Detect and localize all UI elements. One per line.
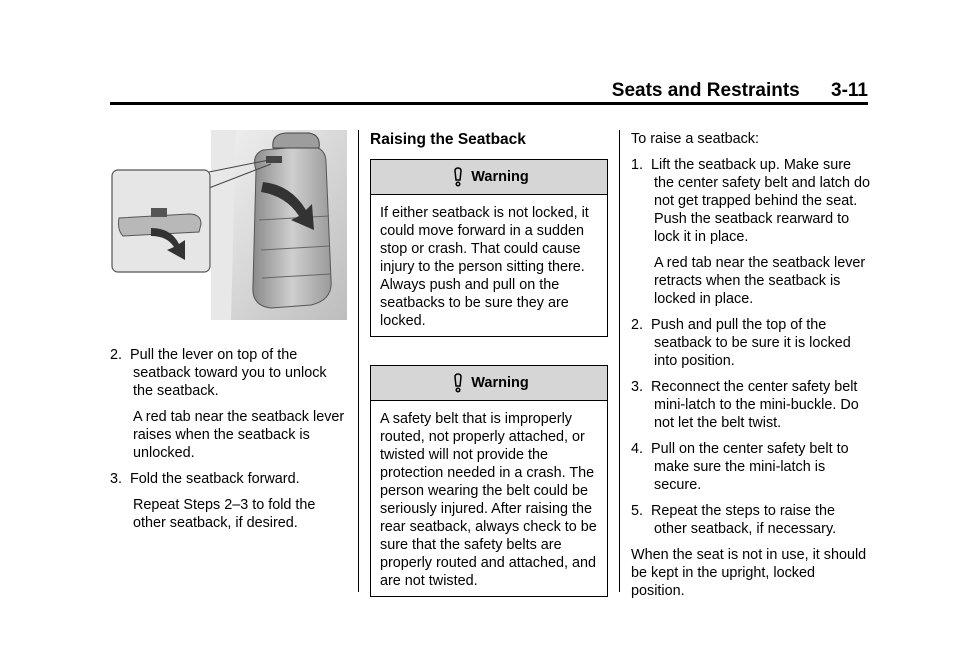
step-text: Repeat the steps to raise the other seatback, if necessary. [651,503,837,537]
warning-header [371,366,607,401]
column-divider-1 [358,130,359,592]
section-heading: Raising the Seatback [370,131,526,148]
step-2 [110,346,346,400]
step-text: Push and pull the top of the seatback to be sure it is locked into position. [651,317,851,369]
page-number: 3-11 [831,80,868,101]
warning-icon [449,373,467,393]
warning-header [371,160,607,195]
right-column [631,130,871,608]
step-text: Reconnect the center safety belt mini-latch to the mini-buckle. Do not let the belt twist. [651,379,859,431]
warning-label: Warning [471,375,529,391]
closing-text: When the seat is not in use, it should be kept in the upright, locked position. [631,547,867,599]
step-4 [631,440,871,494]
middle-column [370,130,608,597]
step-number: 4. [631,441,644,457]
step-text: Fold the seatback forward. [130,471,300,487]
step-note: A red tab near the seatback lever retracts when the seatback is locked in place. [654,255,866,307]
step-text: Lift the seatback up. Make sure the center safety belt and latch do not get trapped behind the seat. Push the seatback rearward to lock it in place. [651,157,871,245]
page-header [110,80,868,102]
intro-text: To raise a seatback: [631,131,759,147]
header-rule [110,102,868,105]
step-5 [631,502,871,538]
step-number: 1. [631,157,644,173]
seatback-illustration [111,130,347,320]
warning-box-1 [370,159,608,337]
step-1 [631,156,871,246]
section-title: Seats and Restraints [611,80,800,101]
step-number: 2. [110,347,123,363]
step-text: Pull on the center safety belt to make sure the mini-latch is secure. [651,441,849,493]
step-3 [110,470,346,488]
step-number: 3. [631,379,644,395]
step-number: 5. [631,503,644,519]
step-note: Repeat Steps 2–3 to fold the other seatback, if desired. [133,497,316,531]
step-number: 2. [631,317,644,333]
warning-text: A safety belt that is improperly routed, not properly attached, or twisted will not provide the protection needed in a crash. The person wearing the belt could be seriously injured. After raising the rear seatback, always check to be sure that the safety belts are properly routed and attached, and are not twisted. [380,411,597,589]
warning-label: Warning [471,169,529,185]
warning-box-2 [370,365,608,597]
step-2 [631,316,871,370]
step-3 [631,378,871,432]
warning-text: If either seatback is not locked, it could move forward in a sudden stop or crash. That could cause injury to the person sitting there. Always push and pull on the seatbacks to be sure they are locked. [380,205,589,329]
step-text: Pull the lever on top of the seatback toward you to unlock the seatback. [130,347,327,399]
step-note: A red tab near the seatback lever raises when the seatback is unlocked. [133,409,345,461]
warning-icon [449,167,467,187]
step-number: 3. [110,471,123,487]
column-divider-2 [619,130,620,592]
left-column [110,346,346,540]
